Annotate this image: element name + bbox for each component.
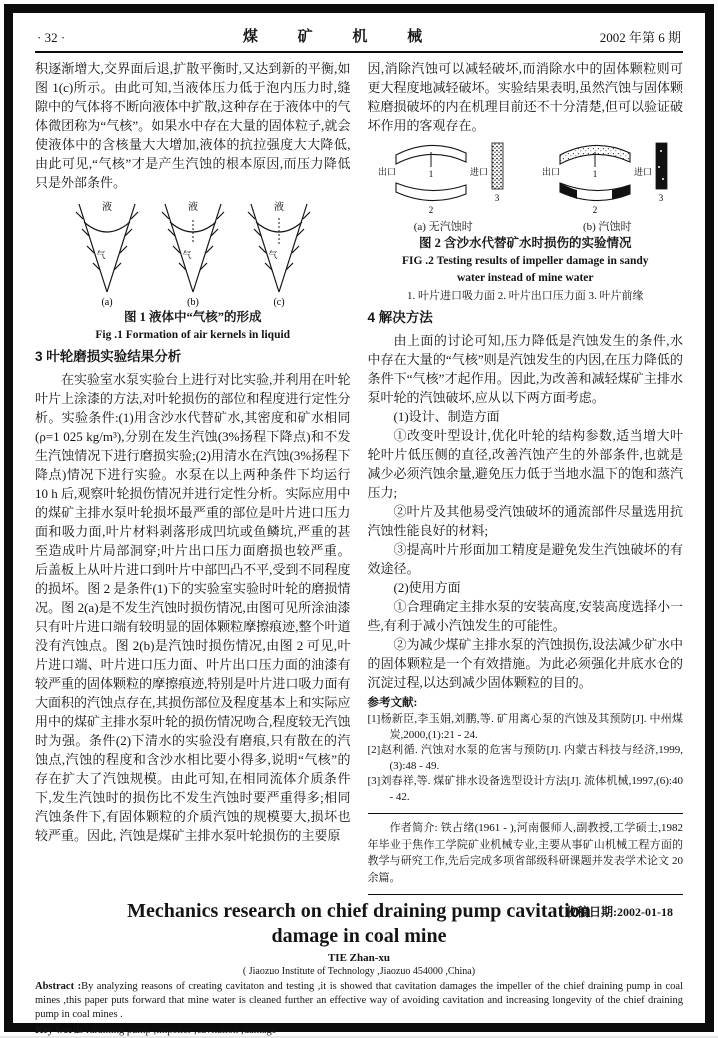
fig2a-num3: 3	[495, 193, 500, 203]
paragraph: ②为减少煤矿主排水泵的汽蚀损伤,设法减少矿水中的固体颗粒是一个有效措施。为此必须强化井底水仓的沉淀过程,以达到减少固体颗粒的目的。	[367, 637, 683, 690]
left-column	[35, 59, 351, 887]
references-heading: 参考文献:	[367, 697, 418, 709]
figure2-sublabel-a: (a) 无汽蚀时	[413, 221, 473, 233]
fig1-label-gas-c: 气	[268, 250, 278, 260]
figure-1	[35, 196, 351, 344]
paragraph: ①改变叶型设计,优化叶轮的结构参数,适当增大叶轮叶片低压侧的直径,改善汽蚀产生的外部条件,也就是减少必须汽蚀余量,避免压力低于当地水温下的饱和蒸汽压力;	[367, 428, 683, 500]
fig1-label-liquid-b: 液	[187, 202, 198, 213]
right-column	[367, 59, 684, 919]
fig1-label-liquid-a: 液	[101, 202, 112, 213]
fig1-sublabel-b: (b)	[186, 297, 199, 308]
fig2a-num1: 1	[429, 169, 434, 179]
figure2a-drawing	[368, 137, 518, 215]
author-bio-box	[368, 813, 684, 895]
figure2-subfig-b	[532, 137, 682, 234]
keywords	[35, 1024, 683, 1038]
reference-item: [3]刘春祥,等. 煤矿排水设备选型设计方法[J]. 流体机械,1997,(6):40 - 42.	[367, 775, 683, 803]
abstract-text: By analyzing reasons of creating cavitaton and testing ,it is showed that cavitation damages the impeller of the chief draining pump in coal mines ,this paper puts forward that mine water is cleaned further an effective way of avoiding cavitation and increasing longevity of the chief draining pump in coal mines .	[35, 981, 683, 1020]
page-frame	[4, 4, 714, 1036]
figure2-legend: 1. 叶片进口吸力面 2. 叶片出口压力面 3. 叶片前缘	[407, 290, 644, 302]
paragraph: (1)设计、制造方面	[393, 409, 500, 424]
fig1-sublabel-c: (c)	[273, 297, 285, 308]
figure2-caption-en-line2: water instead of mine water	[457, 272, 594, 284]
abstract-label: Abstract :	[35, 981, 82, 992]
figure2-subfigures	[368, 137, 684, 234]
figure2b-drawing	[532, 137, 682, 215]
page-header	[35, 21, 683, 51]
english-abstract-section	[35, 887, 683, 1038]
paragraph: ①合理确定主排水泵的安装高度,安装高度选择小一些,有利于减小汽蚀发生的可能性。	[367, 599, 683, 633]
fig2a-inlet-label: 进口	[470, 167, 489, 177]
paragraph-experiment: 在实验室水泵实验台上进行对比实验,并利用在叶轮叶片上涂漆的方法,对叶轮损伤的部位和程度进行定性分析。实验条件:(1)用含沙水代替矿水,其密度和矿水相同(ρ=1 025 kg/m³),分别在发生汽蚀(3%扬程下降点)和不发生汽蚀情况下进行磨损实验;(2)用清水在汽蚀(3%扬程下降点)情况下进行实验。水泵在以上两种条件下均运行 10 h 后,观察叶轮损伤情况并进行定性分析。实际应用中的煤矿主排水泵叶轮损坏最严重的部位是叶片进口压力面和吸力面,叶片材料剥落形成凹坑或鱼鳞坑,严重的甚至造成叶片局部洞穿;叶片出口压力面磨损也较严重。后盖板上从叶片进口到叶片中部凹凸不平,受到不同程度的损坏。图 2 是条件(1)下的实验室实验时叶轮的磨损情况。图 2(a)是不发生汽蚀时损伤情况,由图可见所涂油漆只有叶片进口端有较明显的固体颗粒摩擦痕迹,整个叶道没有汽蚀点。图 2(b)是汽蚀时损伤情况,由图 2 可见,叶片进口端、叶片进口压力面、叶片出口压力面的油漆有较严重的固体颗粒的摩擦痕迹,特别是叶片进口吸力面有大面积的汽蚀点存在,其损伤部位及程度基本上和实际应用中的煤矿主排水泵叶轮的损伤情况吻合,程度较无汽蚀时为强。条件(2)下清水的实验没有磨痕,只有散在的汽蚀点,汽蚀的程度和含沙水相比要小得多,说明“气核”的存在扩大了汽蚀规模。由此可知,在相同流体介质条件下,发生汽蚀时的损伤比不发生汽蚀时要严重得多;相同汽蚀条件下,有固体颗粒的介质汽蚀的规模要大,损坏也较严重。因此, 汽蚀是煤矿主排水泵叶轮损伤的主要原	[35, 372, 351, 843]
paragraph: ③提高叶片形面加工精度是避免发生汽蚀破坏的有效途径。	[367, 542, 683, 576]
fig2b-outlet-label: 出口	[542, 167, 561, 177]
reference-item: [1]杨新臣,李玉娟,刘鹏,等. 矿用离心泵的汽蚀及其预防[J]. 中州煤炭,2000,(1):21 - 24.	[367, 713, 683, 741]
paragraph: (2)使用方面	[393, 580, 461, 595]
fig1-label-liquid-c: 液	[273, 202, 284, 213]
reference-item: [2]赵利循. 汽蚀对水泵的危害与预防[J]. 内蒙古科技与经济,1999,(3):48 - 49.	[367, 744, 683, 772]
fig2a-num2: 2	[429, 205, 434, 215]
journal-title: 煤 矿 机 械	[242, 29, 441, 45]
header-rule	[35, 51, 683, 53]
english-affiliation: ( Jiaozuo Institute of Technology ,Jiaozuo 454000 ,China)	[242, 966, 476, 977]
fig2b-num3: 3	[659, 193, 664, 203]
figure2-sublabel-b: (b) 汽蚀时	[582, 221, 632, 233]
paragraph-intro: 积逐渐增大,交界面后退,扩散平衡时,又达到新的平衡,如图 1(c)所示。由此可知,当液体压力低于泡内压力时,缝隙中的气体将不断向液体中扩散,这种存在于液体中的气体微团称为“气核”。如果水中存在大量的固体粒子,就会使液体中的含核量大大增加,液体的抗拉强度大大降低,由此可见,“气核”才是产生汽蚀的根本原因,而压力降低只是外部条件。	[35, 61, 351, 190]
paragraph-continuation: 因,消除汽蚀可以减轻破坏,而消除水中的固体颗粒则可更大程度地减轻破坏。实验结果表明,虽然汽蚀与固体颗粒磨损破坏的内在机理目前还不十分清楚,但可以验证破坏作用的客观存在。	[367, 61, 683, 133]
section-4-heading: 4 解决方法	[367, 310, 433, 325]
fig1-sublabel-a: (a)	[101, 297, 113, 308]
fig2a-outlet-label: 出口	[378, 167, 397, 177]
fig1-label-gas-a: 气	[96, 250, 106, 260]
figure2-caption-en-line1: FIG .2 Testing results of impeller damage in sandy	[401, 255, 649, 267]
figure1-caption-en: Fig .1 Formation of air kernels in liquid	[95, 329, 291, 341]
keywords-text: draining pump ;impeller ;cavitation ;damage	[89, 1025, 277, 1036]
fig2b-inlet-label: 进口	[634, 167, 653, 177]
fig2b-num2: 2	[593, 205, 598, 215]
author-bio: 作者简介: 铁占绪(1961 - ),河南偃师人,副教授,工学硕士,1982 年毕业于焦作工学院矿业机械专业,主要从事矿山机械工程方面的教学与研究工作,先后完成多项省部级科研课题并发表学术论文 20 余篇。	[367, 822, 683, 884]
figure2-caption-cn: 图 2 含沙水代替矿水时损伤的实验情况	[418, 236, 632, 250]
fig2b-num1: 1	[593, 169, 598, 179]
abstract	[35, 980, 683, 1022]
page-number: · 32 ·	[37, 30, 66, 45]
received-date: 收稿日期:2002-01-18	[565, 905, 673, 919]
figure1-drawing	[67, 196, 319, 308]
fig1-label-gas-b: 气	[182, 250, 192, 260]
figure1-caption-cn: 图 1 液体中“气核”的形成	[123, 310, 262, 324]
figure2-subfig-a	[368, 137, 518, 234]
english-title-line1: Mechanics research on chief draining pump cavitation	[127, 900, 591, 922]
paragraph: 由上面的讨论可知,压力降低是汽蚀发生的条件,水中存在大量的“气核”则是汽蚀发生的内因,在压力降低的条件下“气核”才起作用。因此,为改善和减轻煤矿主排水泵叶轮的汽蚀破坏,应从以下两方面考虑。	[367, 333, 683, 405]
section-3-heading: 3 叶轮磨损实验结果分析	[35, 349, 182, 364]
english-author: TIE Zhan-xu	[327, 952, 391, 964]
issue-label: 2002 年第 6 期	[599, 30, 681, 45]
keywords-label: Key words :	[35, 1025, 90, 1036]
paragraph: ②叶片及其他易受汽蚀破坏的通流部件尽量选用抗汽蚀性能良好的材料;	[367, 504, 683, 538]
english-title-line2: damage in coal mine	[271, 925, 447, 947]
figure-2	[368, 137, 684, 305]
